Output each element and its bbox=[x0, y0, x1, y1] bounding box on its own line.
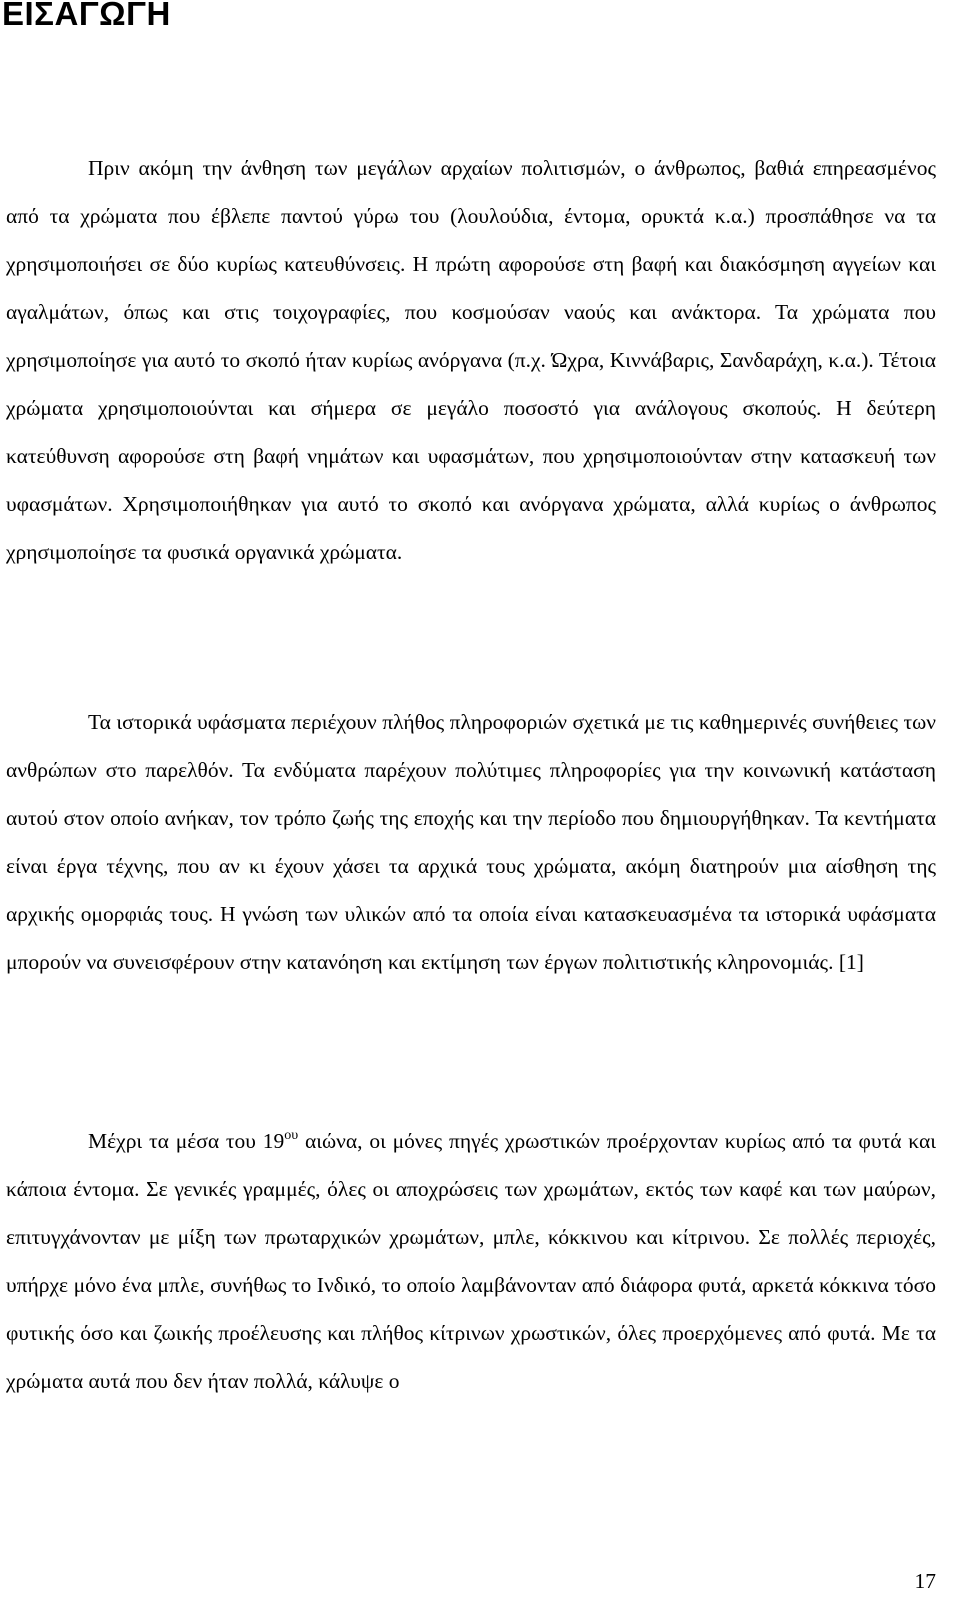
paragraph-3 bbox=[6, 1117, 936, 1405]
paragraph-1: Πριν ακόμη την άνθηση των μεγάλων αρχαίων πολιτισμών, ο άνθρωπος, βαθιά επηρεασμένος από τα χρώματα που έβλεπε παντού γύρω του (λουλούδια, έντομα, ορυκτά κ.α.) προσπάθησε να τα χρησιμοποιήσει σε δύο κυρίως κατευθύνσεις. Η πρώτη αφορούσε στη βαφή και διακόσμηση αγγείων και αγαλμάτων, όπως και στις τοιχογραφίες, που κοσμούσαν ναούς και ανάκτορα. Τα χρώματα που χρησιμοποίησε για αυτό το σκοπό ήταν κυρίως ανόργανα (π.χ. Ώχρα, Κιννάβαρις, Σανδαράχη, κ.α.). Τέτοια χρώματα χρησιμοποιούνται και σήμερα σε μεγάλο ποσοστό για ανάλογους σκοπούς. Η δεύτερη κατεύθυνση αφορούσε στη βαφή νημάτων και υφασμάτων, που χρησιμοποιούνταν στην κατασκευή των υφασμάτων. Χρησιμοποιήθηκαν για αυτό το σκοπό και ανόργανα χρώματα, αλλά κυρίως ο άνθρωπος χρησιμοποίησε τα φυσικά οργανικά χρώματα. bbox=[6, 156, 936, 564]
paragraph-3-text-end: αιώνα, οι μόνες πηγές χρωστικών προέρχονταν κυρίως από τα φυτά και κάποια έντομα. Σε γενικές γραμμές, όλες οι αποχρώσεις των χρωμάτων, εκτός των καφέ και των μαύρων, επιτυγχάνονταν με μίξη των πρωταρχικών χρωμάτων, μπλε, κόκκινου και κίτρινου. Σε πολλές περιοχές, υπήρχε μόνο ένα μπλε, συνήθως το Ινδικό, το οποίο λαμβάνονταν από διάφορα φυτά, αρκετά κόκκινα τόσο φυτικής όσο και ζωικής προέλευσης και πλήθος κίτρινων χρωστικών, όλες προερχόμενες από φυτά. Με τα χρώματα αυτά που δεν ήταν πολλά, κάλυψε ο bbox=[6, 1129, 936, 1393]
paragraph-3-text-start: Μέχρι τα μέσα του 19 bbox=[88, 1129, 285, 1153]
page-number: 17 bbox=[914, 1569, 936, 1593]
paragraph-2: Τα ιστορικά υφάσματα περιέχουν πλήθος πληροφοριών σχετικά με τις καθημερινές συνήθειες των ανθρώπων στο παρελθόν. Τα ενδύματα παρέχουν πολύτιμες πληροφορίες για την κοινωνική κατάσταση αυτού στον οποίο ανήκαν, τον τρόπο ζωής της εποχής και την περίοδο που δημιουργήθηκαν. Τα κεντήματα είναι έργα τέχνης, που αν κι έχουν χάσει τα αρχικά τους χρώματα, ακόμη διατηρούν μια αίσθηση της αρχικής ομορφιάς τους. Η γνώση των υλικών από τα οποία είναι κατασκευασμένα τα ιστορικά υφάσματα μπορούν να συνεισφέρουν στην κατανόηση και εκτίμηση των έργων πολιτιστικής κληρονομιάς. [1] bbox=[6, 710, 936, 974]
page-title: ΕΙΣΑΓΩΓΗ bbox=[2, 0, 171, 32]
superscript-ordinal: ου bbox=[284, 1128, 299, 1143]
